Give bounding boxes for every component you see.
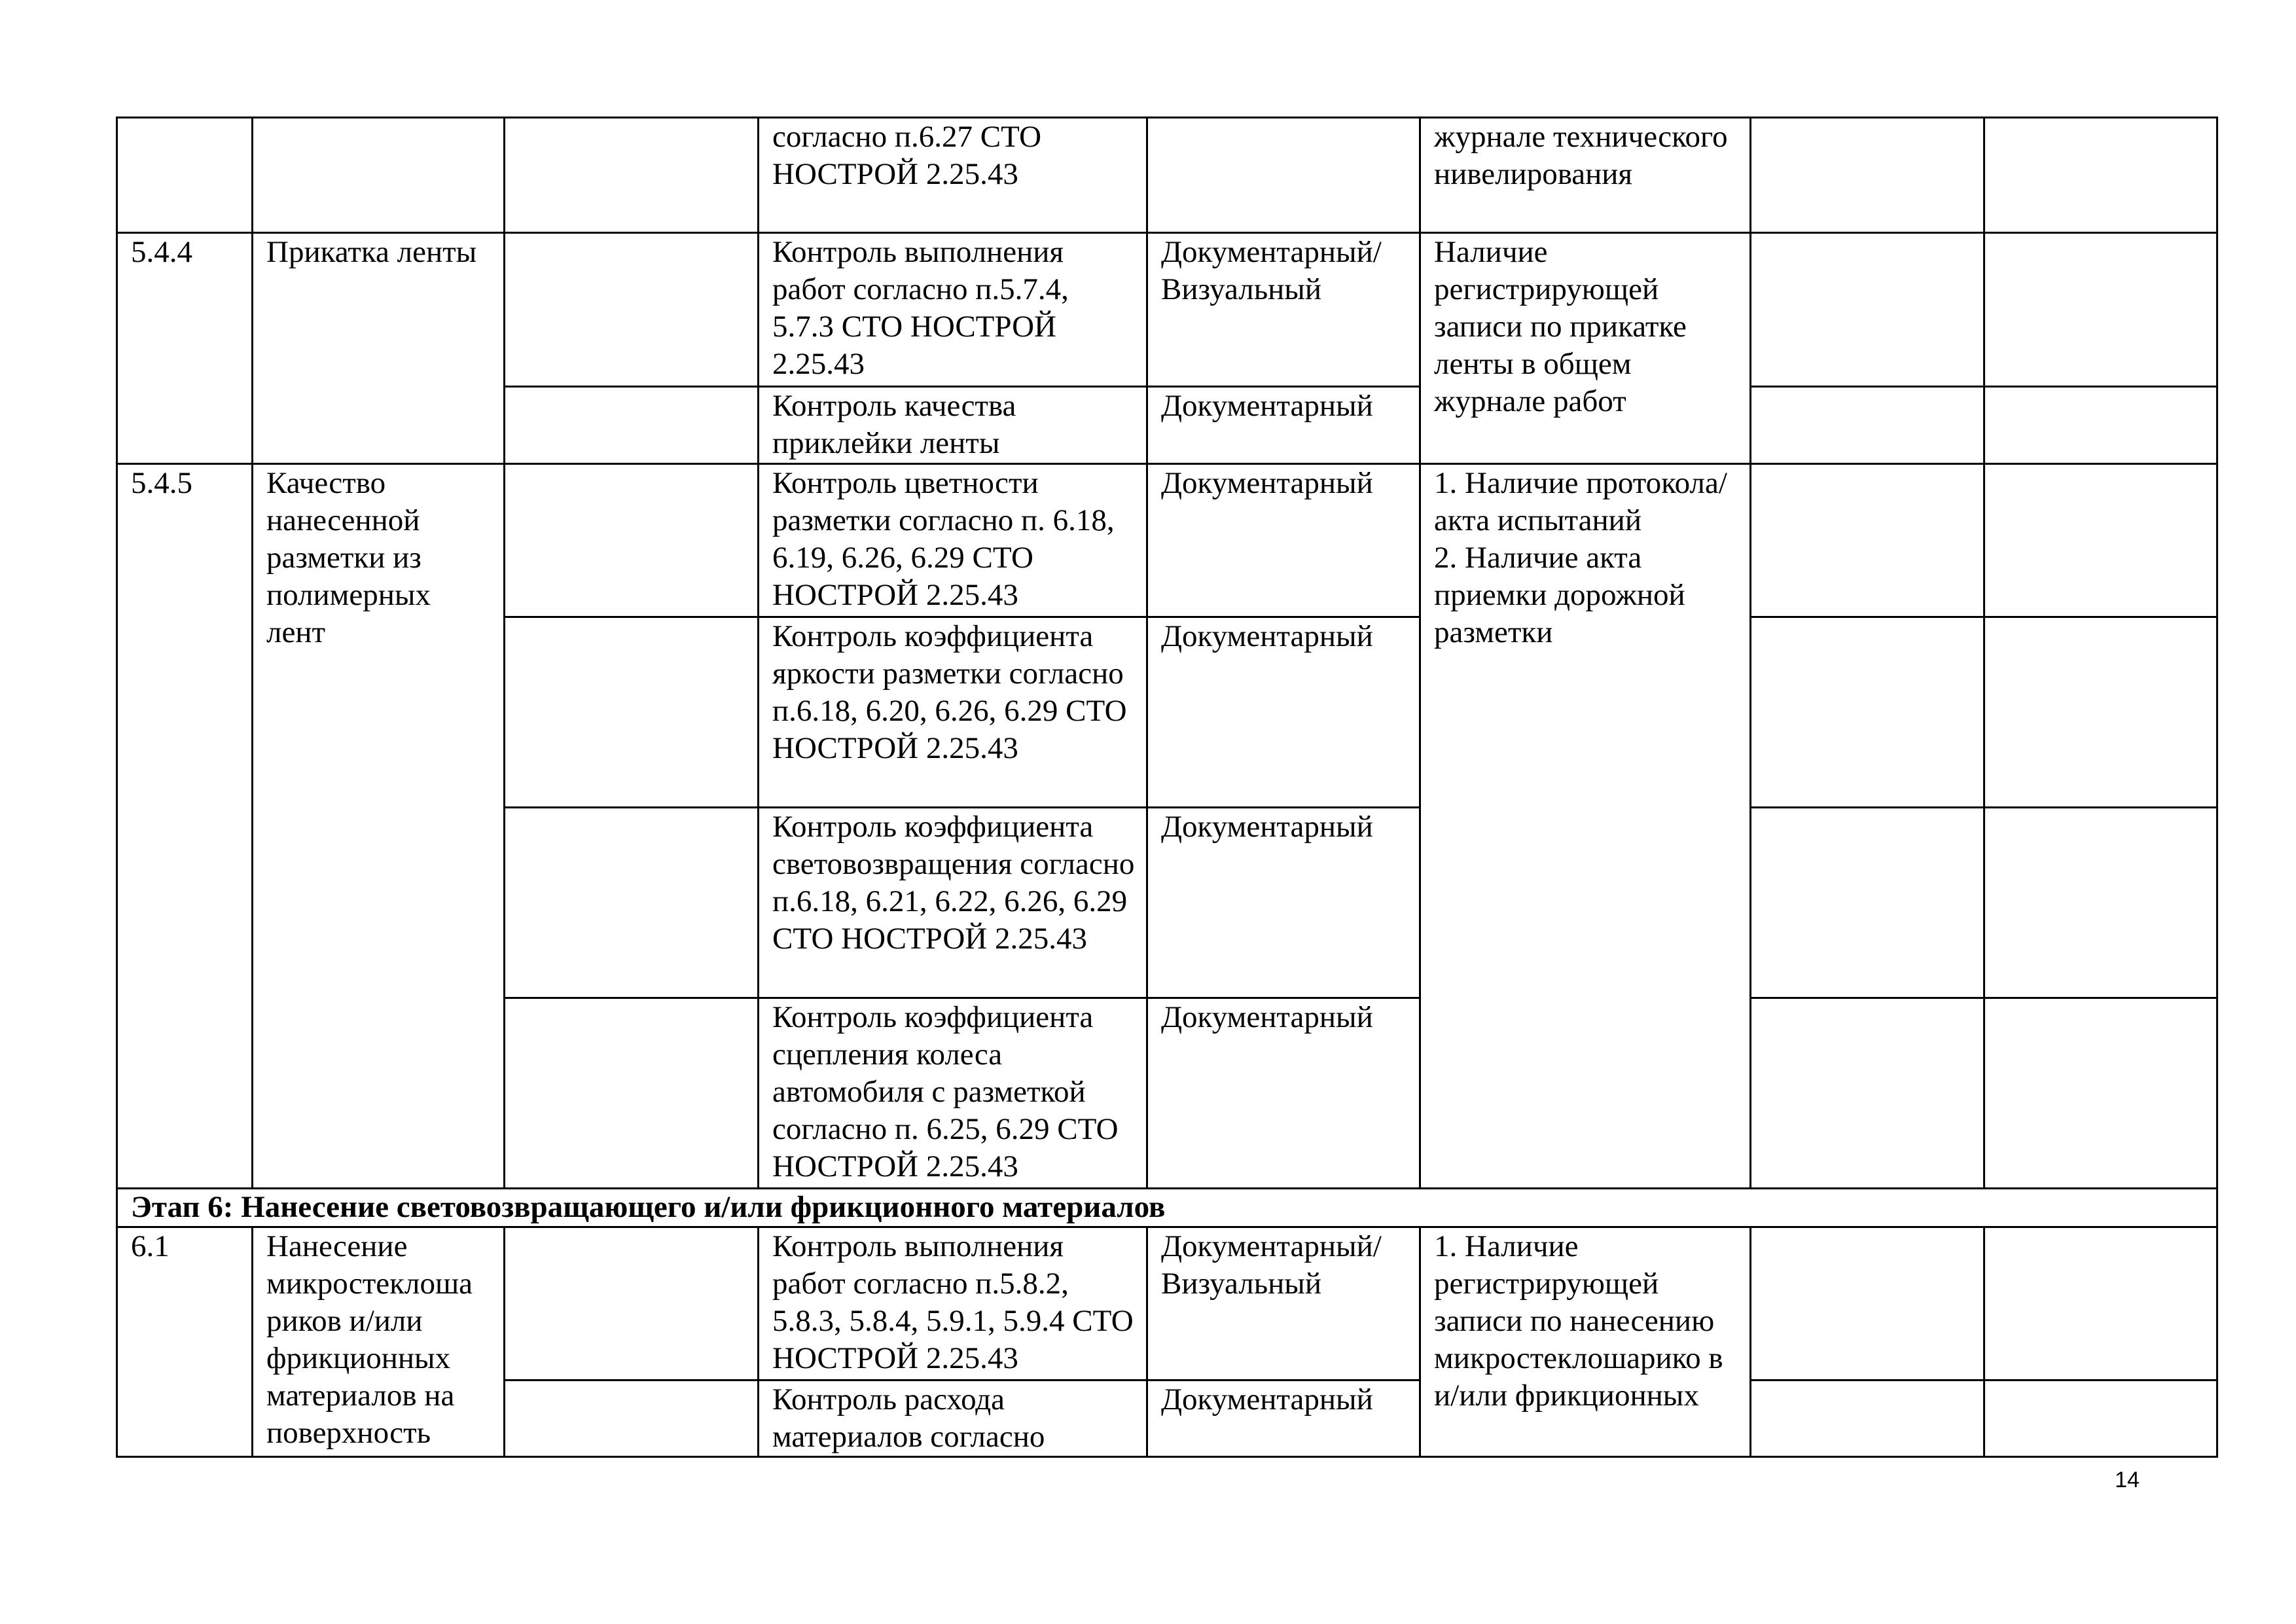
table-cell bbox=[505, 998, 759, 1189]
control-item-cell: Контроль коэффициента сцепления колеса автомобиля с разметкой согласно п. 6.25, 6.29 СТО НОСТРОЙ 2.25.43 bbox=[759, 998, 1147, 1189]
table-cell bbox=[1751, 233, 1984, 387]
control-method-cell: Документарный/ Визуальный bbox=[1147, 1227, 1420, 1380]
control-method-cell: Документарный bbox=[1147, 387, 1420, 464]
table-cell bbox=[505, 808, 759, 998]
control-method-cell: Документарный bbox=[1147, 464, 1420, 617]
control-item-cell: Контроль коэффициента яркости разметки согласно п.6.18, 6.20, 6.26, 6.29 СТО НОСТРОЙ 2.25.43 bbox=[759, 617, 1147, 808]
table-row bbox=[117, 464, 2217, 617]
item-number-cell: 5.4.5 bbox=[117, 464, 253, 1189]
table-row bbox=[117, 1227, 2217, 1380]
item-name-cell: Нанесение микростеклоша риков и/или фрикционных материалов на поверхность bbox=[253, 1227, 505, 1457]
control-item-cell: согласно п.6.27 СТО НОСТРОЙ 2.25.43 bbox=[759, 118, 1147, 233]
item-name-cell: Качество нанесенной разметки из полимерных лент bbox=[253, 464, 505, 1189]
control-item-cell: Контроль качества приклейки ленты bbox=[759, 387, 1147, 464]
table-cell bbox=[1751, 808, 1984, 998]
table-cell bbox=[505, 617, 759, 808]
control-method-cell: Документарный/ Визуальный bbox=[1147, 233, 1420, 387]
control-method-cell: Документарный bbox=[1147, 808, 1420, 998]
table-cell bbox=[505, 464, 759, 617]
table-cell bbox=[1751, 998, 1984, 1189]
table-row bbox=[117, 233, 2217, 387]
item-name-cell: Прикатка ленты bbox=[253, 233, 505, 464]
table-cell bbox=[1751, 617, 1984, 808]
table-cell bbox=[1984, 1227, 2217, 1380]
control-item-cell: Контроль цветности разметки согласно п. 6.18, 6.19, 6.26, 6.29 СТО НОСТРОЙ 2.25.43 bbox=[759, 464, 1147, 617]
table-row bbox=[117, 1189, 2217, 1227]
table-cell bbox=[1751, 118, 1984, 233]
result-line: 1. Наличие протокола/акта испытаний bbox=[1434, 466, 1727, 537]
control-item-cell: Контроль выполнения работ согласно п.5.7.4, 5.7.3 СТО НОСТРОЙ 2.25.43 bbox=[759, 233, 1147, 387]
table-cell bbox=[1984, 1380, 2217, 1457]
table-cell bbox=[1751, 1227, 1984, 1380]
table-cell bbox=[1984, 387, 2217, 464]
table-cell bbox=[1984, 617, 2217, 808]
control-item-cell: Контроль выполнения работ согласно п.5.8.2, 5.8.3, 5.8.4, 5.9.1, 5.9.4 СТО НОСТРОЙ 2.25.43 bbox=[759, 1227, 1147, 1380]
table-cell bbox=[1751, 1380, 1984, 1457]
control-method-cell: Документарный bbox=[1147, 998, 1420, 1189]
table-row bbox=[117, 118, 2217, 233]
table-cell bbox=[253, 118, 505, 233]
item-number-cell: 6.1 bbox=[117, 1227, 253, 1457]
page-number: 14 bbox=[2115, 1468, 2140, 1492]
result-line: 2. Наличие акта приемки дорожной разметки bbox=[1434, 541, 1685, 649]
result-cell: Наличие регистрирующей записи по прикатке ленты в общем журнале работ bbox=[1420, 233, 1751, 464]
table-cell bbox=[1147, 118, 1420, 233]
table-cell bbox=[1984, 998, 2217, 1189]
table-cell bbox=[1984, 233, 2217, 387]
table-cell bbox=[505, 118, 759, 233]
table-cell bbox=[1984, 118, 2217, 233]
result-cell: 1. Наличие регистрирующей записи по нанесению микростеклошарико в и/или фрикционных bbox=[1420, 1227, 1751, 1457]
control-item-cell: Контроль коэффициента световозвращения согласно п.6.18, 6.21, 6.22, 6.26, 6.29 СТО НОСТРОЙ 2.25.43 bbox=[759, 808, 1147, 998]
control-item-cell: Контроль расхода материалов согласно bbox=[759, 1380, 1147, 1457]
result-cell bbox=[1420, 464, 1751, 1189]
result-cell: журнале технического нивелирования bbox=[1420, 118, 1751, 233]
table-cell bbox=[505, 387, 759, 464]
quality-control-table bbox=[116, 117, 2218, 1458]
stage-heading: Этап 6: Нанесение световозвращающего и/или фрикционного материалов bbox=[117, 1189, 2217, 1227]
table-cell bbox=[505, 233, 759, 387]
table-cell bbox=[1984, 808, 2217, 998]
item-number-cell: 5.4.4 bbox=[117, 233, 253, 464]
control-method-cell: Документарный bbox=[1147, 617, 1420, 808]
table-cell bbox=[1984, 464, 2217, 617]
table-cell bbox=[505, 1227, 759, 1380]
table-cell bbox=[505, 1380, 759, 1457]
table-cell bbox=[117, 118, 253, 233]
table-cell bbox=[1751, 387, 1984, 464]
table-cell bbox=[1751, 464, 1984, 617]
control-method-cell: Документарный bbox=[1147, 1380, 1420, 1457]
